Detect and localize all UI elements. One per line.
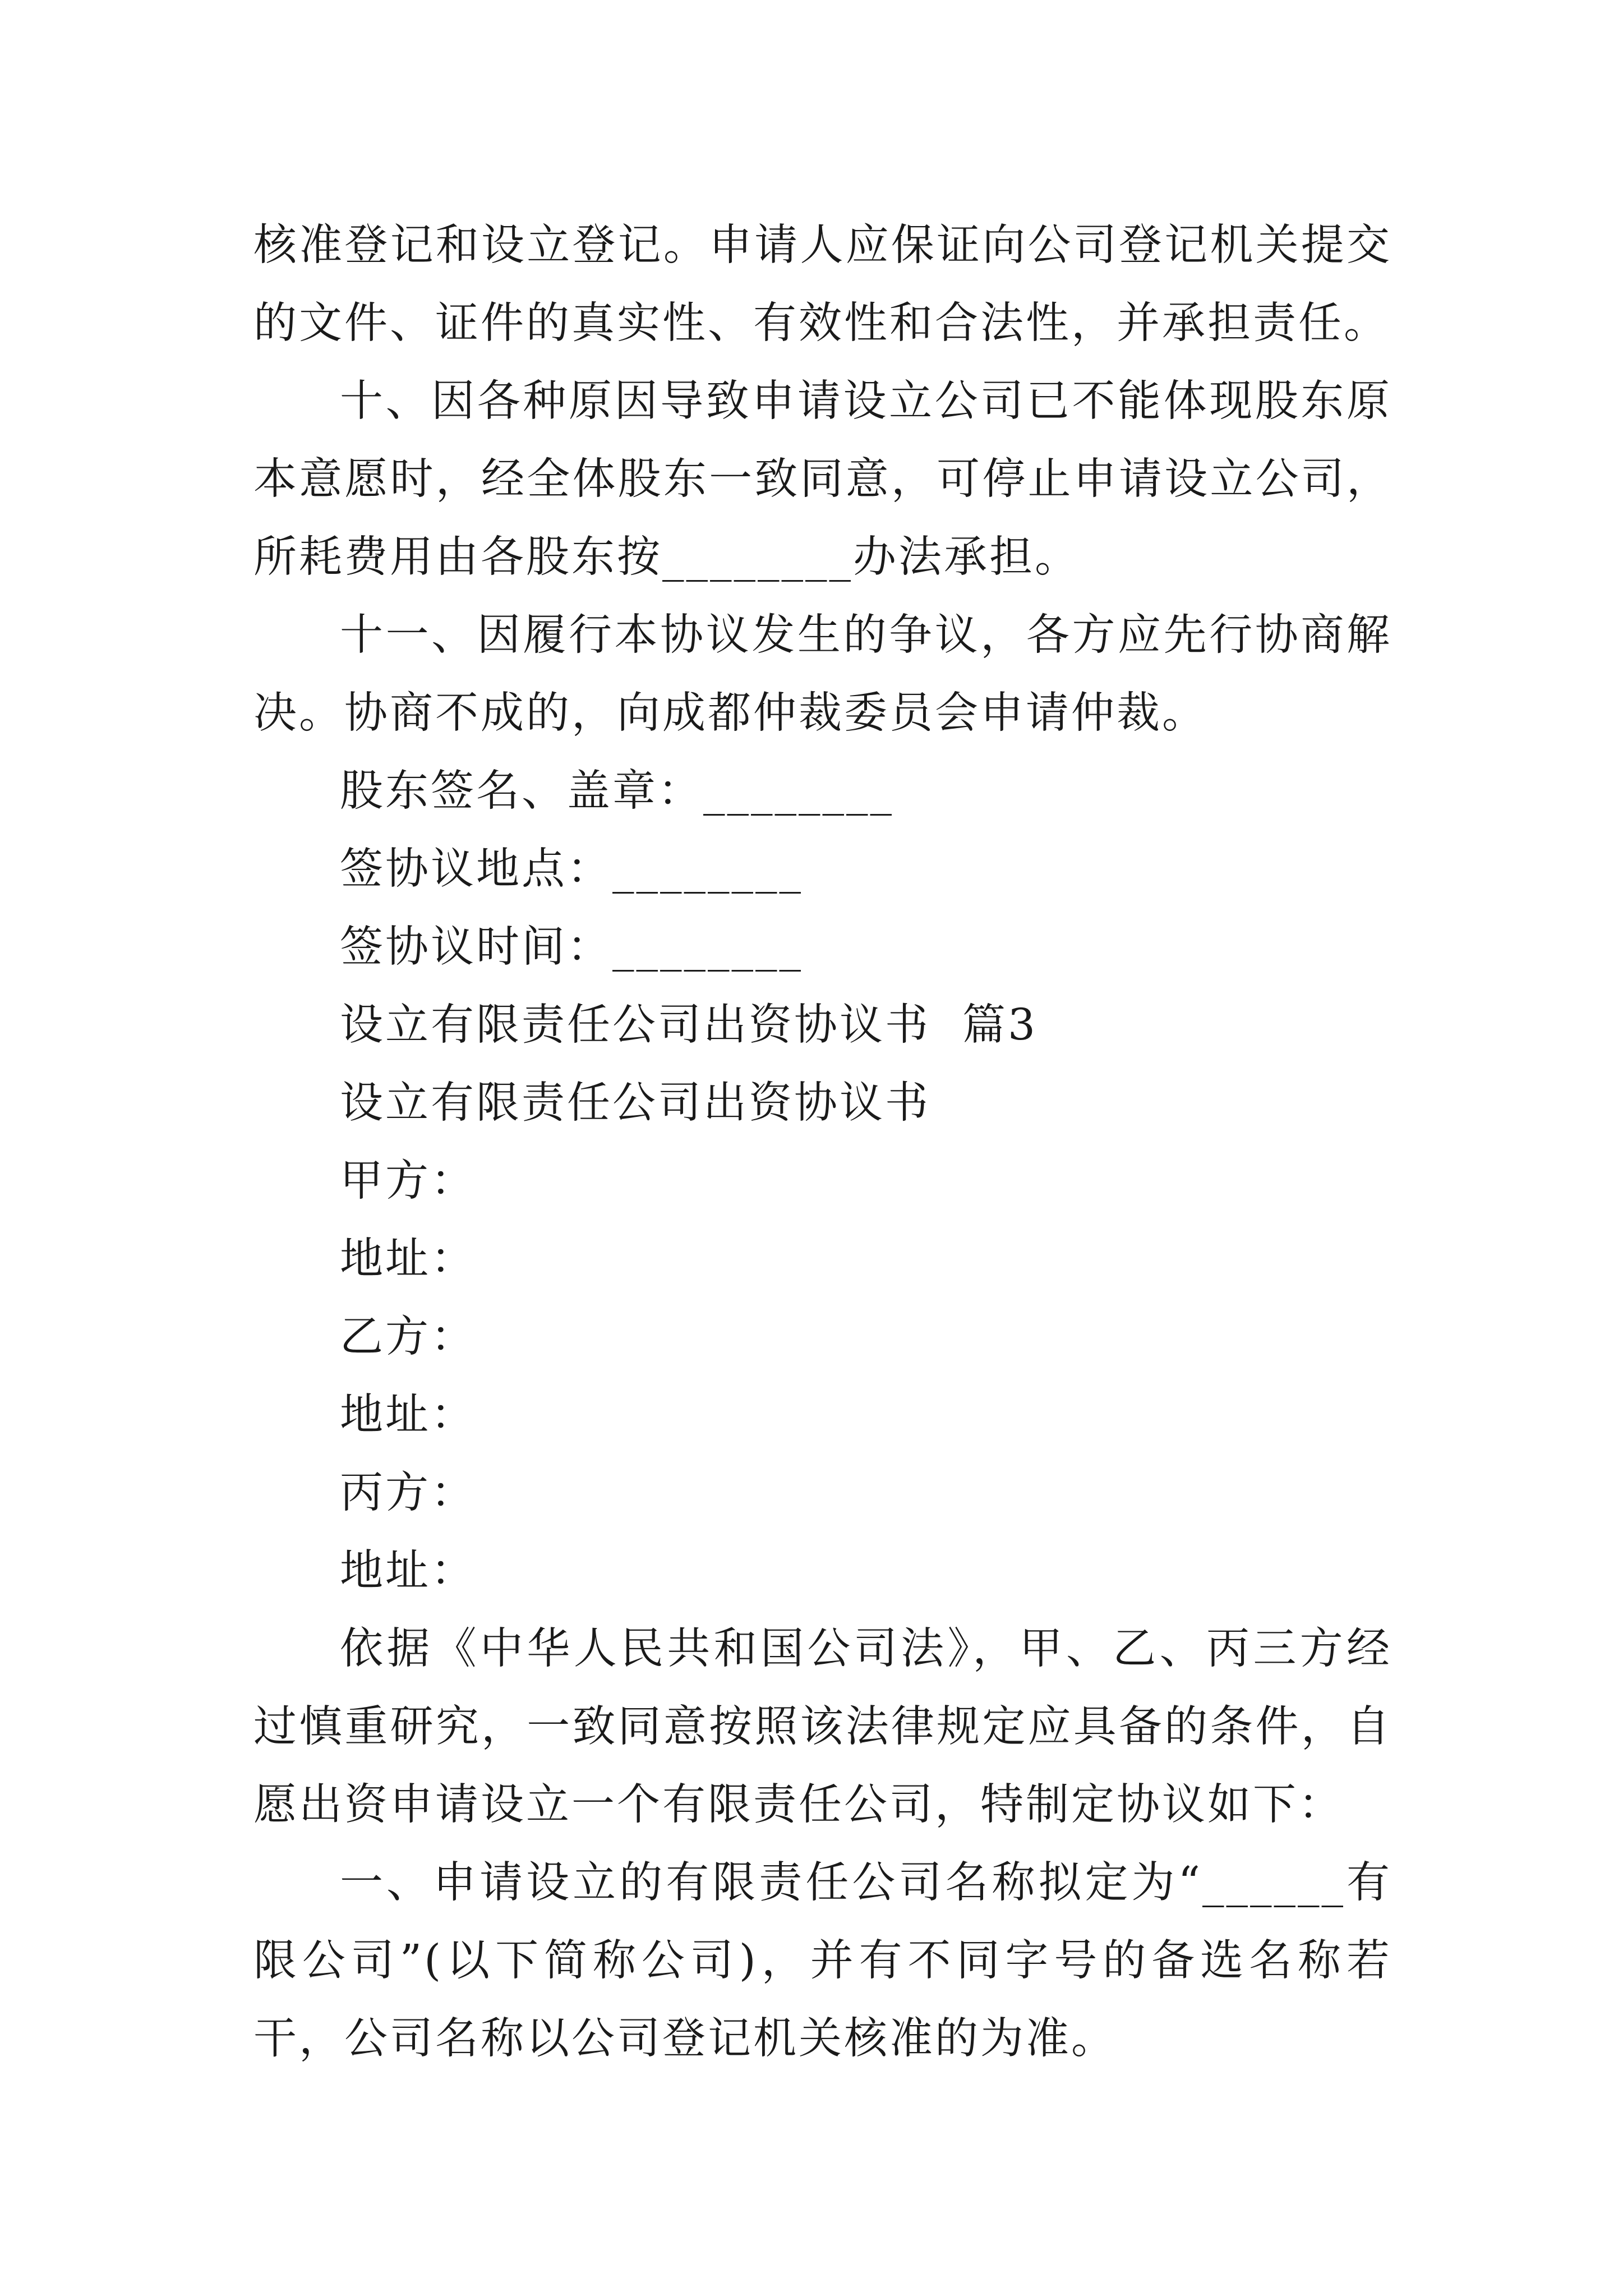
party-b-address-label: 地址： (340, 1390, 476, 1440)
party-a-address-label: 地址： (340, 1234, 476, 1284)
party-c-address-label: 地址： (340, 1546, 476, 1596)
paragraph-registration: 核准登记和设立登记。申请人应保证向公司登记机关提交的文件、证件的真实性、有效性和合法性，并承担责任。 (253, 220, 1392, 348)
party-b-label: 乙方： (340, 1312, 476, 1362)
signature-line-shareholder: 股东签名、盖章：________ (340, 766, 894, 816)
party-a-label: 甲方： (340, 1156, 476, 1206)
document-title: 设立有限责任公司出资协议书 (340, 1078, 930, 1128)
signature-line-time: 签协议时间：________ (340, 922, 803, 972)
paragraph-clause-10: 十、因各种原因导致申请设立公司已不能体现股东原本意愿时，经全体股东一致同意，可停止申请设立公司，所耗费用由各股东按________办法承担。 (253, 376, 1392, 582)
paragraph-basis: 依据《中华人民共和国公司法》，甲、乙、丙三方经过慎重研究，一致同意按照该法律规定应具备的条件，自愿出资申请设立一个有限责任公司，特制定协议如下： (253, 1624, 1392, 1830)
paragraph-clause-11: 十一、因履行本协议发生的争议，各方应先行协商解决。协商不成的，向成都仲裁委员会申请仲裁。 (253, 610, 1392, 738)
signature-line-place: 签协议地点：________ (340, 844, 803, 894)
section-heading: 设立有限责任公司出资协议书 篇3 (340, 1000, 1038, 1050)
paragraph-clause-1: 一、申请设立的有限责任公司名称拟定为“______有限公司”(以下简称公司)，并有不同字号的备选名称若干，公司名称以公司登记机关核准的为准。 (253, 1858, 1392, 2064)
document-body (253, 206, 1392, 2078)
party-c-label: 丙方： (340, 1468, 476, 1518)
